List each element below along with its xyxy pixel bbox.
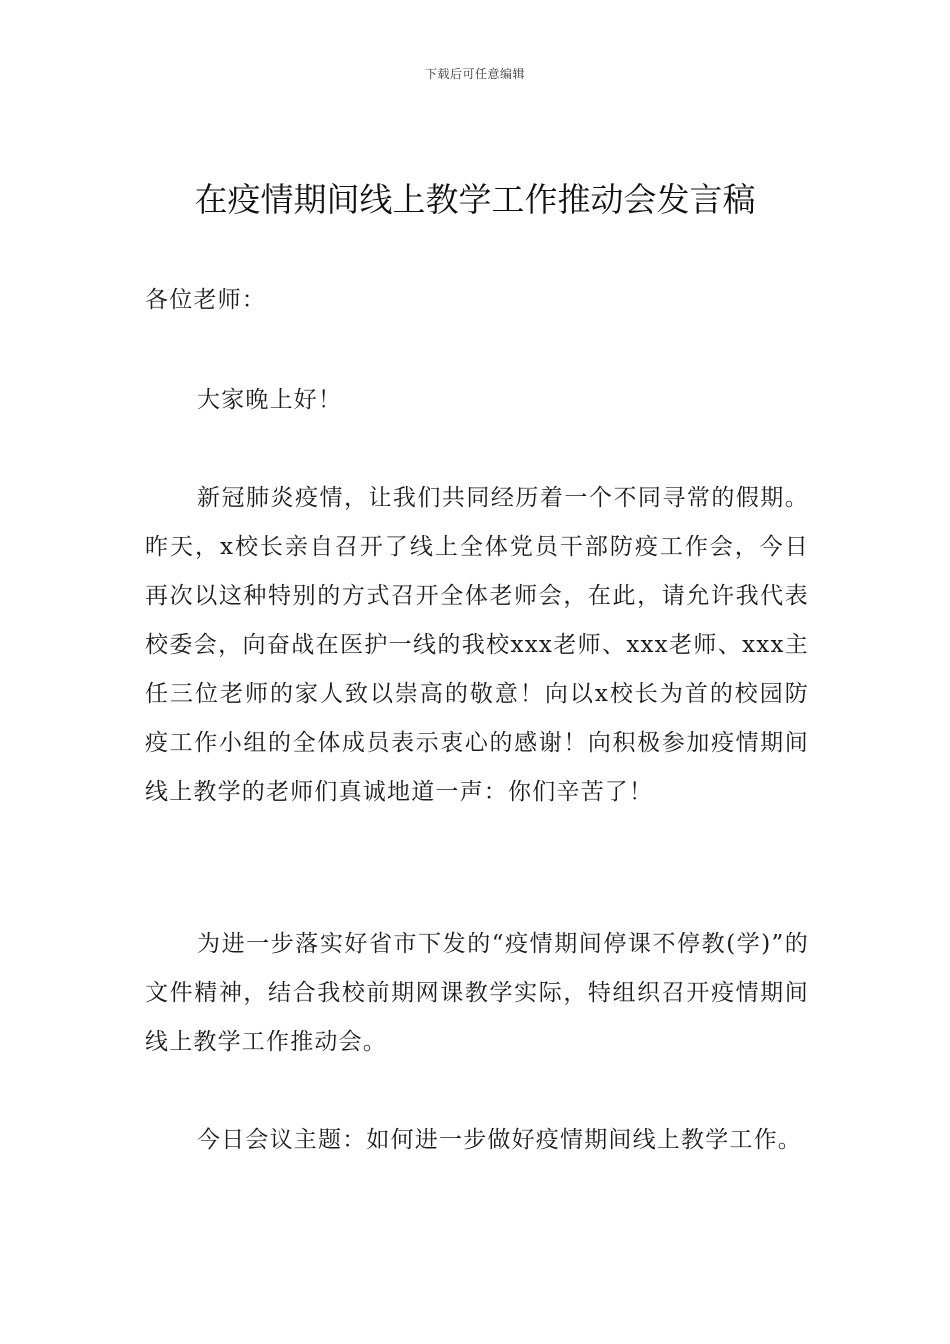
paragraph-greeting: 大家晚上好！ bbox=[197, 387, 343, 413]
paragraph-gratitude: 新冠肺炎疫情，让我们共同经历着一个不同寻常的假期。昨天，x校长亲自召开了线上全体党员干部防疫工作会，今日再次以这种特别的方式召开全体老师会，在此，请允许我代表校委会，向奋战在医护一线的我校xxx老师、xxx老师、xxx主任三位老师的家人致以崇高的敬意！向以x校长为首的校园防疫工作小组的全体成员表示衷心的感谢！向积极参加疫情期间线上教学的老师们真诚地道一声：你们辛苦了！ bbox=[145, 485, 809, 805]
document-title: 在疫情期间线上教学工作推动会发言稿 bbox=[194, 180, 756, 219]
paragraph-meeting-theme: 今日会议主题：如何进一步做好疫情期间线上教学工作。 bbox=[197, 1127, 802, 1153]
paragraph-purpose: 为进一步落实好省市下发的“疫情期间停课不停教(学)”的文件精神，结合我校前期网课教学实际，特组织召开疫情期间线上教学工作推动会。 bbox=[145, 931, 809, 1055]
header-note: 下载后可任意编辑 bbox=[424, 67, 525, 81]
salutation: 各位老师： bbox=[145, 287, 266, 313]
